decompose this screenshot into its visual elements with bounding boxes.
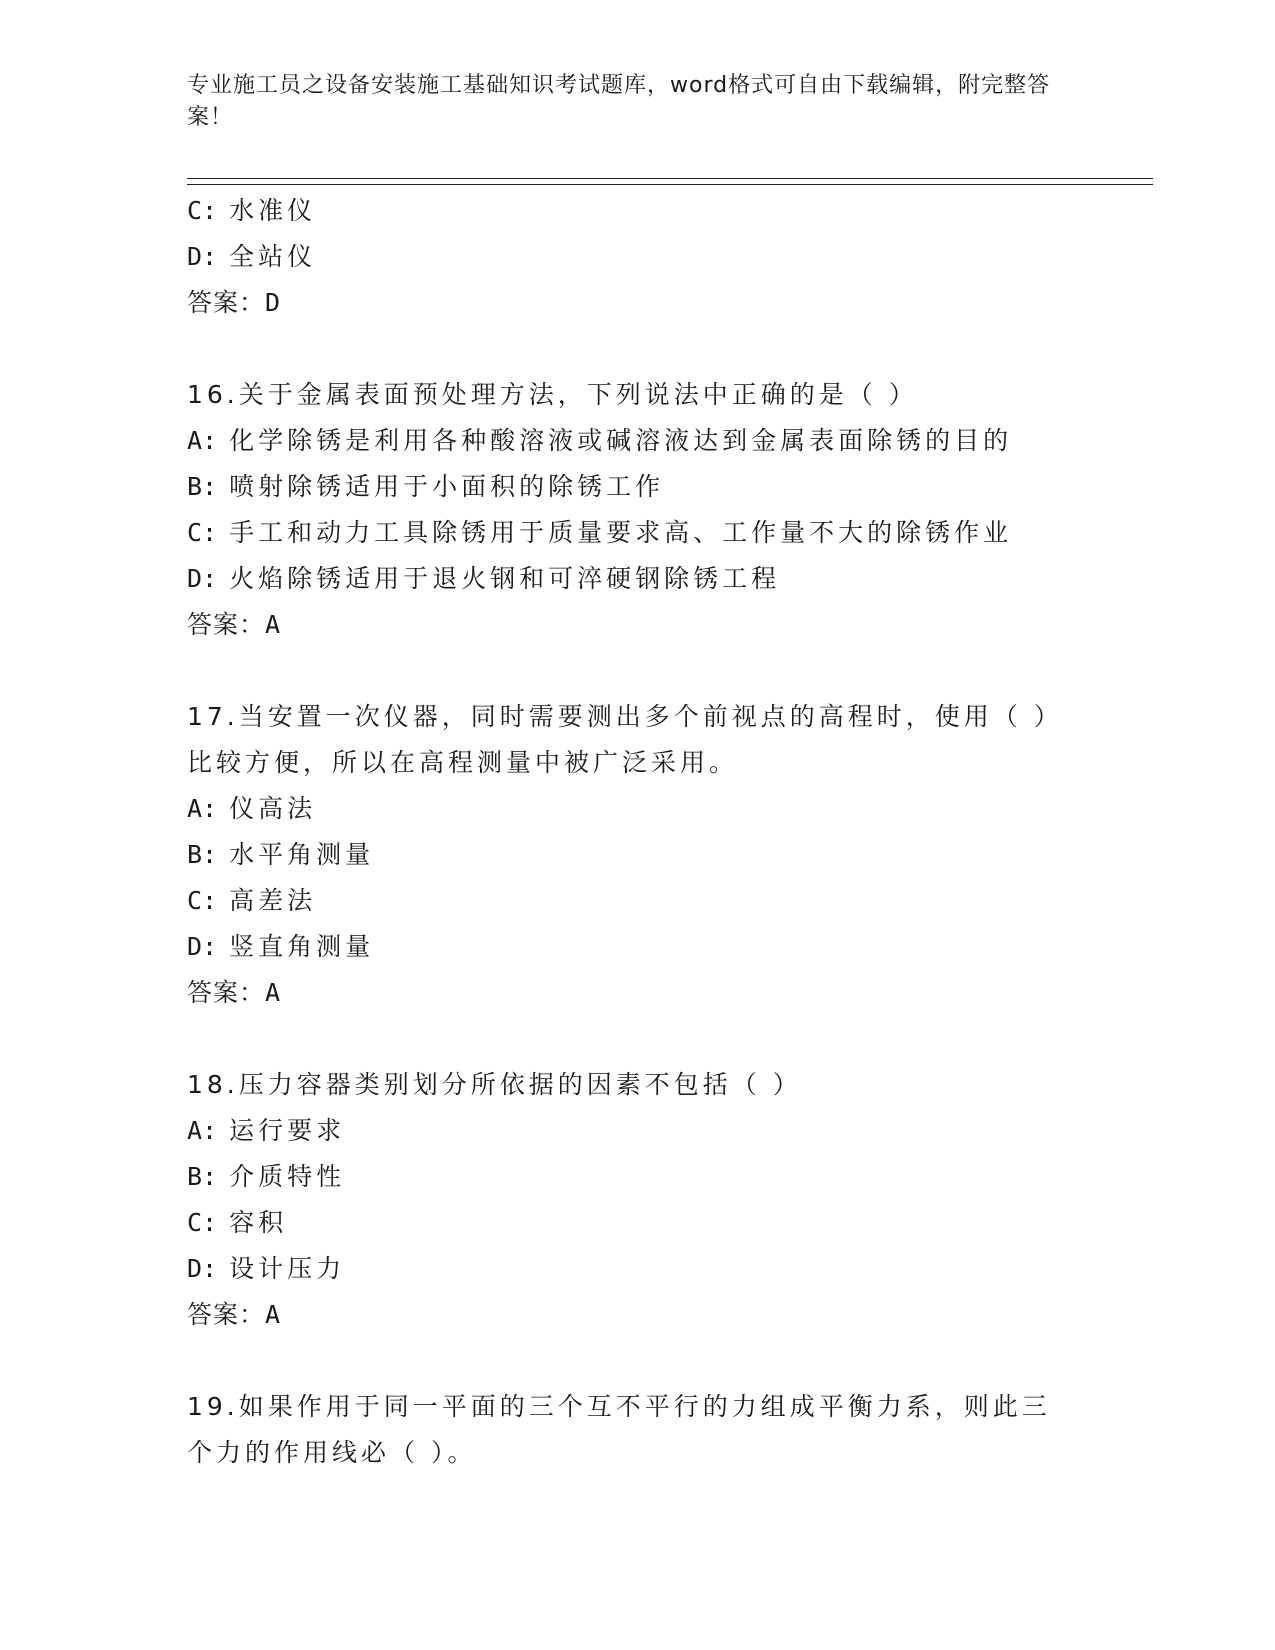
question-text bbox=[187, 372, 1057, 418]
answer-label: 答案： bbox=[187, 610, 266, 639]
question-stem: 如果作用于同一平面的三个互不平行的力组成平衡力系，则此三个力的作用线必（ ）。 bbox=[187, 1392, 1051, 1467]
answer-value: D bbox=[265, 288, 282, 317]
question-16 bbox=[187, 372, 1087, 648]
option-c bbox=[187, 878, 1087, 924]
option-text: 仪高法 bbox=[229, 794, 317, 823]
option-text: 运行要求 bbox=[229, 1116, 346, 1145]
question-number: 16. bbox=[187, 380, 239, 409]
question-text bbox=[187, 1384, 1057, 1476]
answer-label: 答案： bbox=[187, 1300, 266, 1329]
answer-line bbox=[187, 1292, 1087, 1338]
option-text: 水平角测量 bbox=[229, 840, 375, 869]
answer-value: A bbox=[265, 978, 282, 1007]
option-text: 设计压力 bbox=[229, 1254, 346, 1283]
option-label: B: bbox=[187, 840, 218, 869]
spacer bbox=[187, 648, 1087, 694]
question-17 bbox=[187, 694, 1087, 1016]
question-text bbox=[187, 694, 1057, 786]
option-text: 水准仪 bbox=[229, 196, 317, 225]
option-label: B: bbox=[187, 1162, 218, 1191]
answer-label: 答案： bbox=[187, 978, 266, 1007]
question-15-continuation bbox=[187, 188, 1087, 326]
question-number: 18. bbox=[187, 1070, 239, 1099]
option-text: 介质特性 bbox=[229, 1162, 346, 1191]
question-19 bbox=[187, 1384, 1087, 1476]
option-label: C: bbox=[187, 886, 218, 915]
option-text: 喷射除锈适用于小面积的除锈工作 bbox=[229, 472, 665, 501]
option-label: D: bbox=[187, 564, 218, 593]
option-text: 高差法 bbox=[229, 886, 317, 915]
option-text: 化学除锈是利用各种酸溶液或碱溶液达到金属表面除锈的目的 bbox=[229, 426, 1013, 455]
question-stem: 压力容器类别划分所依据的因素不包括（ ） bbox=[238, 1070, 802, 1099]
option-d bbox=[187, 234, 1087, 280]
question-stem: 关于金属表面预处理方法，下列说法中正确的是（ ） bbox=[238, 380, 918, 409]
question-number: 17. bbox=[187, 702, 239, 731]
option-b bbox=[187, 464, 1087, 510]
spacer bbox=[187, 326, 1087, 372]
option-label: A: bbox=[187, 1116, 218, 1145]
option-text: 容积 bbox=[229, 1208, 288, 1237]
answer-value: A bbox=[265, 1300, 282, 1329]
option-text: 全站仪 bbox=[229, 242, 317, 271]
option-d bbox=[187, 1246, 1087, 1292]
option-c bbox=[187, 1200, 1087, 1246]
answer-line bbox=[187, 280, 1087, 326]
answer-line bbox=[187, 602, 1087, 648]
option-label: C: bbox=[187, 196, 218, 225]
option-c bbox=[187, 188, 1087, 234]
option-text: 手工和动力工具除锈用于质量要求高、工作量不大的除锈作业 bbox=[229, 518, 1013, 547]
option-label: A: bbox=[187, 794, 218, 823]
option-b bbox=[187, 1154, 1087, 1200]
spacer bbox=[187, 1338, 1087, 1384]
answer-value: A bbox=[265, 610, 282, 639]
option-label: C: bbox=[187, 1208, 218, 1237]
question-stem: 当安置一次仪器，同时需要测出多个前视点的高程时，使用（ ）比较方便，所以在高程测量中被广泛采用。 bbox=[187, 702, 1051, 777]
option-a bbox=[187, 418, 1087, 464]
question-list bbox=[187, 188, 1087, 1476]
option-a bbox=[187, 786, 1087, 832]
option-label: A: bbox=[187, 426, 218, 455]
option-b bbox=[187, 832, 1087, 878]
option-label: D: bbox=[187, 932, 218, 961]
option-label: C: bbox=[187, 518, 218, 547]
answer-line bbox=[187, 970, 1087, 1016]
option-text: 竖直角测量 bbox=[229, 932, 375, 961]
header-rule-bottom bbox=[187, 184, 1153, 185]
question-18 bbox=[187, 1062, 1087, 1338]
question-number: 19. bbox=[187, 1392, 239, 1421]
option-label: D: bbox=[187, 242, 218, 271]
question-text bbox=[187, 1062, 1057, 1108]
option-label: D: bbox=[187, 1254, 218, 1283]
option-d bbox=[187, 924, 1087, 970]
option-d bbox=[187, 556, 1087, 602]
answer-label: 答案： bbox=[187, 288, 266, 317]
document-header: 专业施工员之设备安装施工基础知识考试题库，word格式可自由下载编辑，附完整答案！ bbox=[187, 73, 1051, 130]
option-a bbox=[187, 1108, 1087, 1154]
spacer bbox=[187, 1016, 1087, 1062]
option-c bbox=[187, 510, 1087, 556]
option-label: B: bbox=[187, 472, 218, 501]
header-rule-top bbox=[187, 178, 1153, 179]
option-text: 火焰除锈适用于退火钢和可淬硬钢除锈工程 bbox=[229, 564, 781, 593]
